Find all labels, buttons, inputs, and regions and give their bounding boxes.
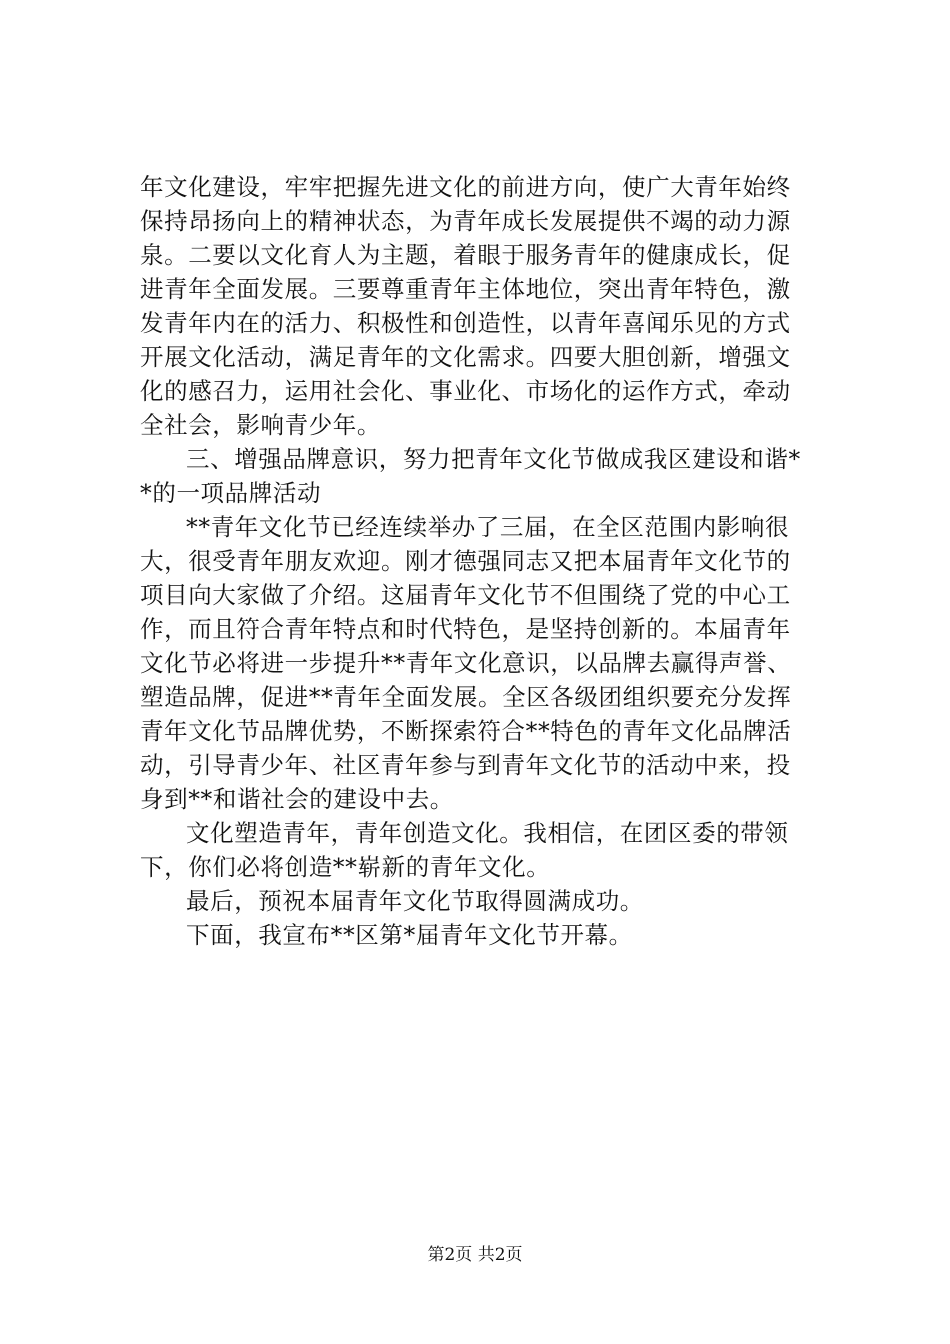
section-heading-line: *的一项品牌活动 [140,479,322,507]
text-line: 化的感召力，运用社会化、事业化、市场化的运作方式，牵动 [140,377,791,405]
text-line: 大，很受青年朋友欢迎。刚才德强同志又把本届青年文化节的 [140,547,791,575]
text-line: 青年文化节品牌优势，不断探索符合**特色的青年文化品牌活 [140,717,792,745]
text-line: 文化节必将进一步提升**青年文化意识，以品牌去赢得声誉、 [140,649,792,677]
text-line: 文化塑造青年，青年创造文化。我相信，在团区委的带领 [186,819,789,847]
text-line: 下面，我宣布**区第*届青年文化节开幕。 [186,921,633,949]
text-line: 泉。二要以文化育人为主题，着眼于服务青年的健康成长，促 [140,241,791,269]
text-line: 作，而且符合青年特点和时代特色，是坚持创新的。本届青年 [140,615,791,643]
text-line: 发青年内在的活力、积极性和创造性，以青年喜闻乐见的方式 [140,309,791,337]
text-line: 进青年全面发展。三要尊重青年主体地位，突出青年特色，激 [140,275,791,303]
section-heading-line: 三、增强品牌意识，努力把青年文化节做成我区建设和谐* [186,445,801,473]
page-number-footer: 第2页 共2页 [427,1245,523,1265]
text-line: 项目向大家做了介绍。这届青年文化节不但围绕了党的中心工 [140,581,791,609]
text-line: 最后，预祝本届青年文化节取得圆满成功。 [186,887,644,915]
text-line: 年文化建设，牢牢把握先进文化的前进方向，使广大青年始终 [140,173,791,201]
text-line: 塑造品牌，促进**青年全面发展。全区各级团组织要充分发挥 [140,683,792,711]
text-line: 开展文化活动，满足青年的文化需求。四要大胆创新，增强文 [140,343,791,371]
text-line: 保持昂扬向上的精神状态，为青年成长发展提供不竭的动力源 [140,207,791,235]
text-line: 下，你们必将创造**崭新的青年文化。 [140,853,551,881]
text-line: 身到**和谐社会的建设中去。 [140,785,454,813]
text-line: 动，引导青少年、社区青年参与到青年文化节的活动中来，投 [140,751,791,779]
document-body [140,170,812,952]
text-line: 全社会，影响青少年。 [140,411,381,439]
text-line: **青年文化节已经连续举办了三届，在全区范围内影响很 [186,513,790,541]
